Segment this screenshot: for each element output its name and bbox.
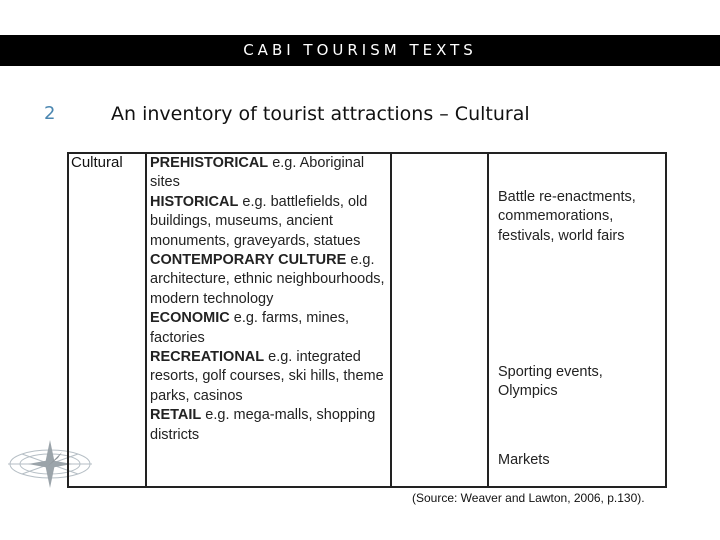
attraction-item [150, 406, 390, 445]
slide-title: An inventory of tourist attractions – Cultural [111, 103, 530, 125]
attraction-item [150, 309, 390, 348]
attraction-desc: e.g. mega-malls, shopping districts [150, 407, 376, 443]
attraction-key: PREHISTORICAL [150, 155, 269, 171]
attraction-item [150, 348, 390, 406]
column-divider [390, 154, 392, 486]
slide-number: 2 [44, 103, 56, 124]
event-cell: Battle re-enactments, commemorations, festivals, world fairs [498, 189, 636, 244]
attraction-item [150, 251, 390, 309]
event-cell: Sporting events, Olympics [498, 364, 603, 400]
row-label-cultural: Cultural [71, 154, 123, 171]
attraction-key: HISTORICAL [150, 193, 239, 210]
header-banner: CABI TOURISM TEXTS [0, 35, 720, 66]
attraction-desc: e.g. architecture, ethnic neighbourhoods, modern technology [150, 252, 385, 307]
attraction-key: ECONOMIC [150, 310, 230, 327]
attraction-desc: e.g. Aboriginal sites [150, 155, 365, 191]
attraction-desc: e.g. farms, mines, factories [150, 310, 350, 346]
source-citation: (Source: Weaver and Lawton, 2006, p.130). [412, 491, 645, 505]
column-divider [487, 154, 489, 486]
attraction-item [150, 154, 390, 193]
attraction-key: CONTEMPORARY CULTURE [150, 252, 347, 269]
event-cell: Markets [498, 452, 550, 468]
column-divider [145, 154, 147, 486]
attraction-key: RECREATIONAL [150, 349, 265, 366]
attraction-key: RETAIL [150, 407, 202, 424]
attraction-desc: e.g. integrated resorts, golf courses, ski hills, theme parks, casinos [150, 349, 384, 404]
attraction-desc: e.g. battlefields, old buildings, museums, ancient monuments, graveyards, statues [150, 193, 368, 249]
attraction-item [150, 193, 390, 251]
attractions-list [150, 154, 390, 445]
